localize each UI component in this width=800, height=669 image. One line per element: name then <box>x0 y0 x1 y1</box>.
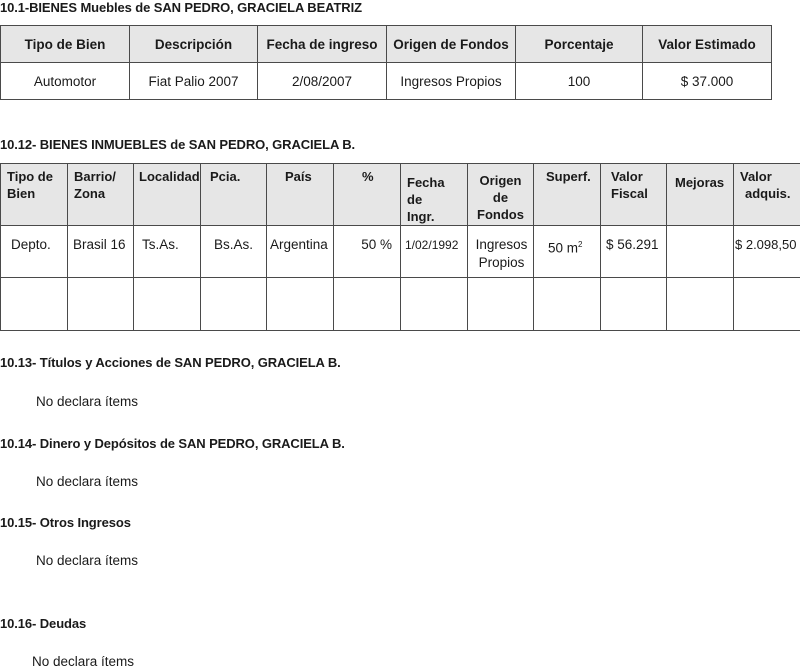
section-title-deudas: 10.16- Deudas <box>0 616 86 631</box>
cell-superf: 50 $m^2$ <box>534 226 601 278</box>
column-header: Porcentaje <box>516 26 643 63</box>
column-header-pais: País <box>267 164 334 226</box>
no-items-note: No declara ítems <box>36 394 138 409</box>
cell-barrio: Brasil 16 <box>68 226 134 278</box>
column-header-tipo: Tipo de Bien <box>1 164 68 226</box>
column-header: Origen de Fondos <box>387 26 516 63</box>
column-header-fecha: Fecha de Ingr. <box>401 164 468 226</box>
column-header-pct: % <box>334 164 401 226</box>
table-row <box>1 63 772 100</box>
column-header-adquisicion: Valor adquis. <box>734 164 800 226</box>
cell-origen: Ingresos Propios <box>468 226 534 278</box>
column-header-fiscal: Valor Fiscal <box>601 164 667 226</box>
cell-fecha: 1/02/1992 <box>401 226 468 278</box>
table-header-row <box>1 26 772 63</box>
column-header-pcia: Pcia. <box>201 164 267 226</box>
column-header: Valor Estimado <box>643 26 772 63</box>
table-row-empty <box>1 278 800 331</box>
column-header-origen: Origen de Fondos <box>468 164 534 226</box>
section-title-otros-ingresos: 10.15- Otros Ingresos <box>0 515 131 530</box>
cell-porcentaje: 100 <box>516 63 643 100</box>
cell-mejoras <box>667 226 734 278</box>
section-title-titulos: 10.13- Títulos y Acciones de SAN PEDRO, GRACIELA B. <box>0 355 341 370</box>
cell-tipo: Depto. <box>1 226 68 278</box>
cell-valor-adquisicion: $ 2.098,50 <box>734 226 800 278</box>
cell-pais: Argentina <box>267 226 334 278</box>
cell-localidad: Ts.As. <box>134 226 201 278</box>
bienes-muebles-table <box>0 25 772 100</box>
table-row <box>1 226 800 278</box>
cell-pcia: Bs.As. <box>201 226 267 278</box>
cell-tipo: Automotor <box>1 63 130 100</box>
column-header-localidad: Localidad <box>134 164 201 226</box>
column-header-superf: Superf. <box>534 164 601 226</box>
section-title-bienes-inmuebles: 10.12- BIENES INMUEBLES de SAN PEDRO, GRACIELA B. <box>0 137 355 152</box>
no-items-note: No declara ítems <box>32 654 134 669</box>
cell-valor-fiscal: $ 56.291 <box>601 226 667 278</box>
cell-valor: $ 37.000 <box>643 63 772 100</box>
bienes-inmuebles-table <box>0 163 800 331</box>
section-title-dinero: 10.14- Dinero y Depósitos de SAN PEDRO, GRACIELA B. <box>0 436 345 451</box>
cell-origen: Ingresos Propios <box>387 63 516 100</box>
column-header: Descripción <box>130 26 258 63</box>
cell-descripcion: Fiat Palio 2007 <box>130 63 258 100</box>
section-title-bienes-muebles: 10.1-BIENES Muebles de SAN PEDRO, GRACIELA BEATRIZ <box>0 0 362 15</box>
column-header-mejoras: Mejoras <box>667 164 734 226</box>
cell-pct: 50 % <box>334 226 401 278</box>
column-header-barrio: Barrio/ Zona <box>68 164 134 226</box>
column-header: Fecha de ingreso <box>258 26 387 63</box>
column-header: Tipo de Bien <box>1 26 130 63</box>
table-header-row <box>1 164 800 226</box>
no-items-note: No declara ítems <box>36 474 138 489</box>
cell-fecha: 2/08/2007 <box>258 63 387 100</box>
no-items-note: No declara ítems <box>36 553 138 568</box>
